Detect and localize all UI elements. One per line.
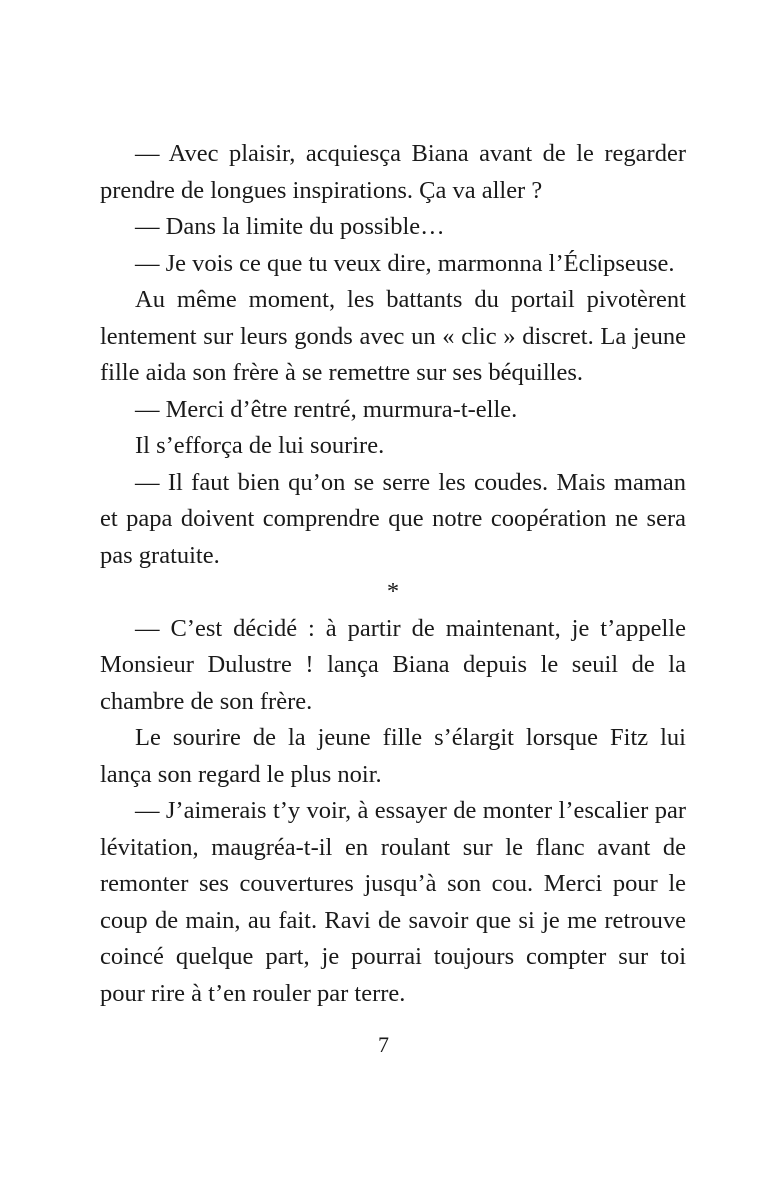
paragraph: — Il faut bien qu’on se serre les coudes. Mais maman et papa doivent comprendre que notre coopération ne sera pas gratuite. [100, 468, 686, 569]
paragraph: — Dans la limite du possible… [135, 213, 445, 240]
body-text [100, 136, 686, 1012]
paragraph: — Merci d’être rentré, murmura-t-elle. [135, 395, 518, 423]
paragraph: — J’aimerais t’y voir, à essayer de monter l’escalier par lévitation, maugréa-t-il en roulant sur le flanc avant de remonter ses couvertures jusqu’à son cou. Merci pour le coup de main, au fait. Ravi de savoir que si je me retrouve coincé quelque part, je pourrai toujours compter sur toi pour rire à t’en rouler par terre. [100, 797, 686, 1007]
paragraph: Le sourire de la jeune fille s’élargit lorsque Fitz lui lança son regard le plus noir. [100, 724, 686, 788]
paragraph: Au même moment, les battants du portail pivotèrent lentement sur leurs gonds avec un « clic » discret. La jeune fille aida son frère à se remettre sur ses béquilles. [100, 286, 686, 386]
paragraph: — Avec plaisir, acquiesça Biana avant de le regarder prendre de longues inspirations. Ça va aller ? [100, 140, 686, 204]
paragraph: — C’est décidé : à partir de maintenant, je t’appelle Monsieur Dulustre ! lança Biana depuis le seuil de la chambre de son frère. [100, 614, 686, 715]
section-break: * [386, 578, 400, 605]
page-number: 7 [378, 1032, 389, 1057]
paragraph: Il s’efforça de lui sourire. [135, 432, 385, 459]
paragraph: — Je vois ce que tu veux dire, marmonna l’Éclipseuse. [135, 249, 675, 277]
